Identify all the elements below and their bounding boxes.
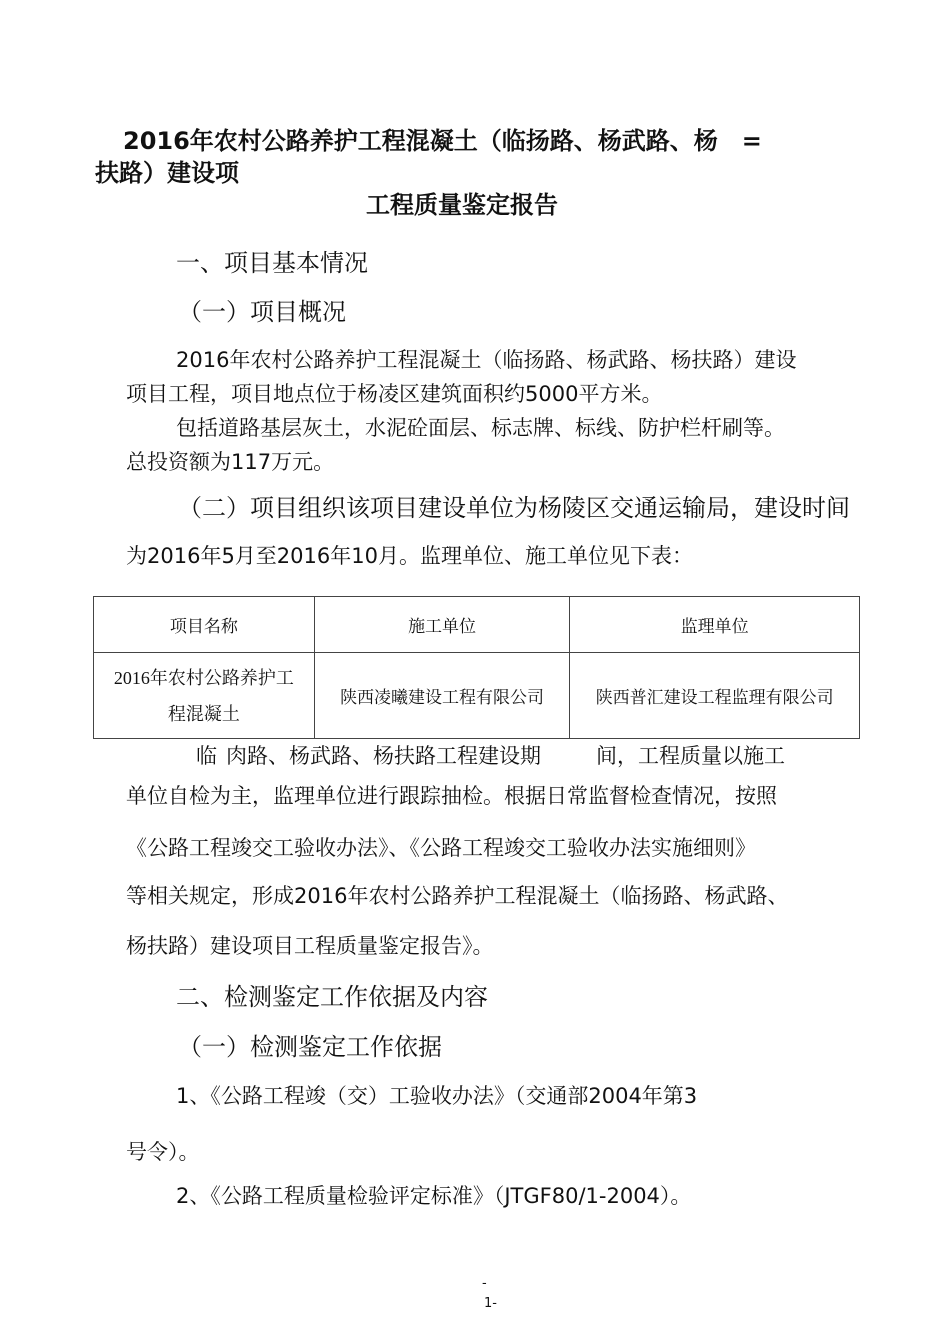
header-supervisor: 监理单位 <box>570 597 860 653</box>
cont-line3: 《公路工程竣交工验收办法》、《公路工程竣交工验收办法实施细则》 <box>126 836 756 860</box>
section1-heading: 一、项目基本情况 <box>176 249 368 277</box>
report-title-line3: 工程质量鉴定报告 <box>366 191 558 219</box>
units-table <box>93 596 860 739</box>
cont-fragment2: 肉路、杨武路、杨扶路工程建设期 <box>226 744 541 768</box>
cont-fragment1: 临 <box>196 744 217 768</box>
cell-supervisor: 陕西普汇建设工程监理有限公司 <box>570 653 860 739</box>
cell-builder: 陕西凌曦建设工程有限公司 <box>314 653 570 739</box>
table-header-row <box>94 597 860 653</box>
para3-line1: （二）项目组织该项目建设单位为杨陵区交通运输局，建设时间 <box>178 494 850 522</box>
cell-project-name <box>94 653 315 739</box>
page-number: 1- <box>484 1296 497 1311</box>
cont-line5: 杨扶路）建设项目工程质量鉴定报告》。 <box>126 934 494 958</box>
para1-line1: 2016年农村公路养护工程混凝土（临扬路、杨武路、杨扶路）建设 <box>176 348 797 372</box>
item1-line1: 1、《公路工程竣（交）工验收办法》（交通部2004年第3 <box>176 1084 698 1108</box>
para2-line2: 总投资额为117万元。 <box>126 450 335 474</box>
item2: 2、《公路工程质量检验评定标准》（JTGF80/1-2004）。 <box>176 1184 692 1208</box>
cont-line2: 单位自检为主，监理单位进行跟踪抽检。根据日常监督检查情况，按照 <box>126 784 777 808</box>
header-project-name: 项目名称 <box>94 597 315 653</box>
section2-sub1: （一）检测鉴定工作依据 <box>178 1033 442 1061</box>
cell-project-name-line1: 2016年农村公路养护工 <box>113 667 294 688</box>
para3-line2: 为2016年5月至2016年10月。监理单位、施工单位见下表： <box>126 544 693 568</box>
header-builder: 施工单位 <box>314 597 570 653</box>
cont-fragment3: 间，工程质量以施工 <box>596 744 785 768</box>
section1-sub1: （一）项目概况 <box>178 298 346 326</box>
cell-project-name-line2: 程混凝土 <box>167 703 240 724</box>
footer-dash: - <box>482 1276 487 1291</box>
para1-line2: 项目工程，项目地点位于杨凌区建筑面积约5000平方米。 <box>126 382 663 406</box>
table-row <box>94 653 860 739</box>
report-title-line2: 扶路）建设项 <box>95 159 239 187</box>
para2-line1: 包括道路基层灰土，水泥砼面层、标志牌、标线、防护栏杆刷等。 <box>176 416 785 440</box>
section2-heading: 二、检测鉴定工作依据及内容 <box>176 983 488 1011</box>
item1-line2: 号令）。 <box>126 1140 200 1164</box>
cont-line4: 等相关规定，形成2016年农村公路养护工程混凝土（临扬路、杨武路、 <box>126 884 789 908</box>
report-title-line1: 2016年农村公路养护工程混凝土（临扬路、杨武路、杨 = <box>123 127 762 155</box>
